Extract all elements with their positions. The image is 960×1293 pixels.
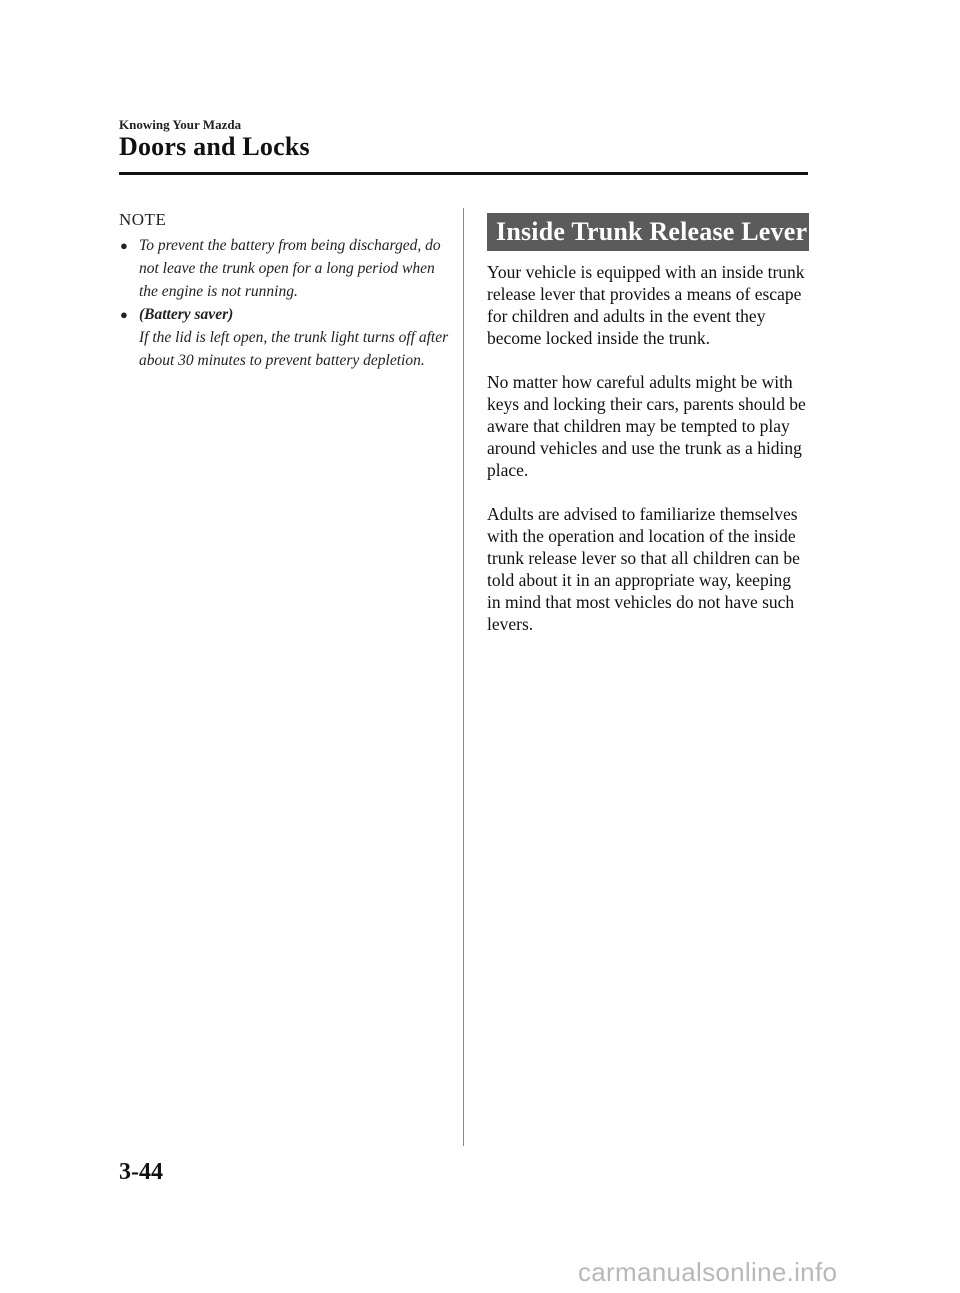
note-heading: NOTE [119,210,167,229]
header-rule [119,172,808,175]
note-item-title: (Battery saver) [139,306,234,323]
bullet-icon: ● [120,307,128,322]
body-paragraph: Adults are advised to familiarize themselves with the operation and location of the inside trunk release lever so that all children can be told about it in an appropriate way, keeping in mind that most vehicles do not have such levers. [487,504,800,634]
body-paragraph: No matter how careful adults might be with keys and locking their cars, parents should be aware that children may be tempted to play around vehicles and use the trunk as a hiding place. [487,372,806,480]
column-divider [463,208,464,1146]
note-text: To prevent the battery from being discharged, do not leave the trunk open for a long period when the engine is not running. [139,237,441,300]
bullet-icon: ● [120,238,128,253]
section-label: Knowing Your Mazda [119,117,242,132]
note-text: If the lid is left open, the trunk light turns off after about 30 minutes to prevent battery depletion. [139,329,449,369]
body-paragraph: Your vehicle is equipped with an inside trunk release lever that provides a means of escape for children and adults in the event they become locked inside the trunk. [487,262,805,348]
chapter-title: Doors and Locks [119,132,310,161]
note-item [119,303,449,372]
section-heading-bar: Inside Trunk Release Lever [487,213,809,251]
page-number: 3-44 [119,1159,163,1185]
right-column [487,213,809,657]
left-column [119,210,449,372]
note-list [119,234,449,372]
watermark: carmanualsonline.info [578,1257,838,1287]
note-item [119,234,449,303]
